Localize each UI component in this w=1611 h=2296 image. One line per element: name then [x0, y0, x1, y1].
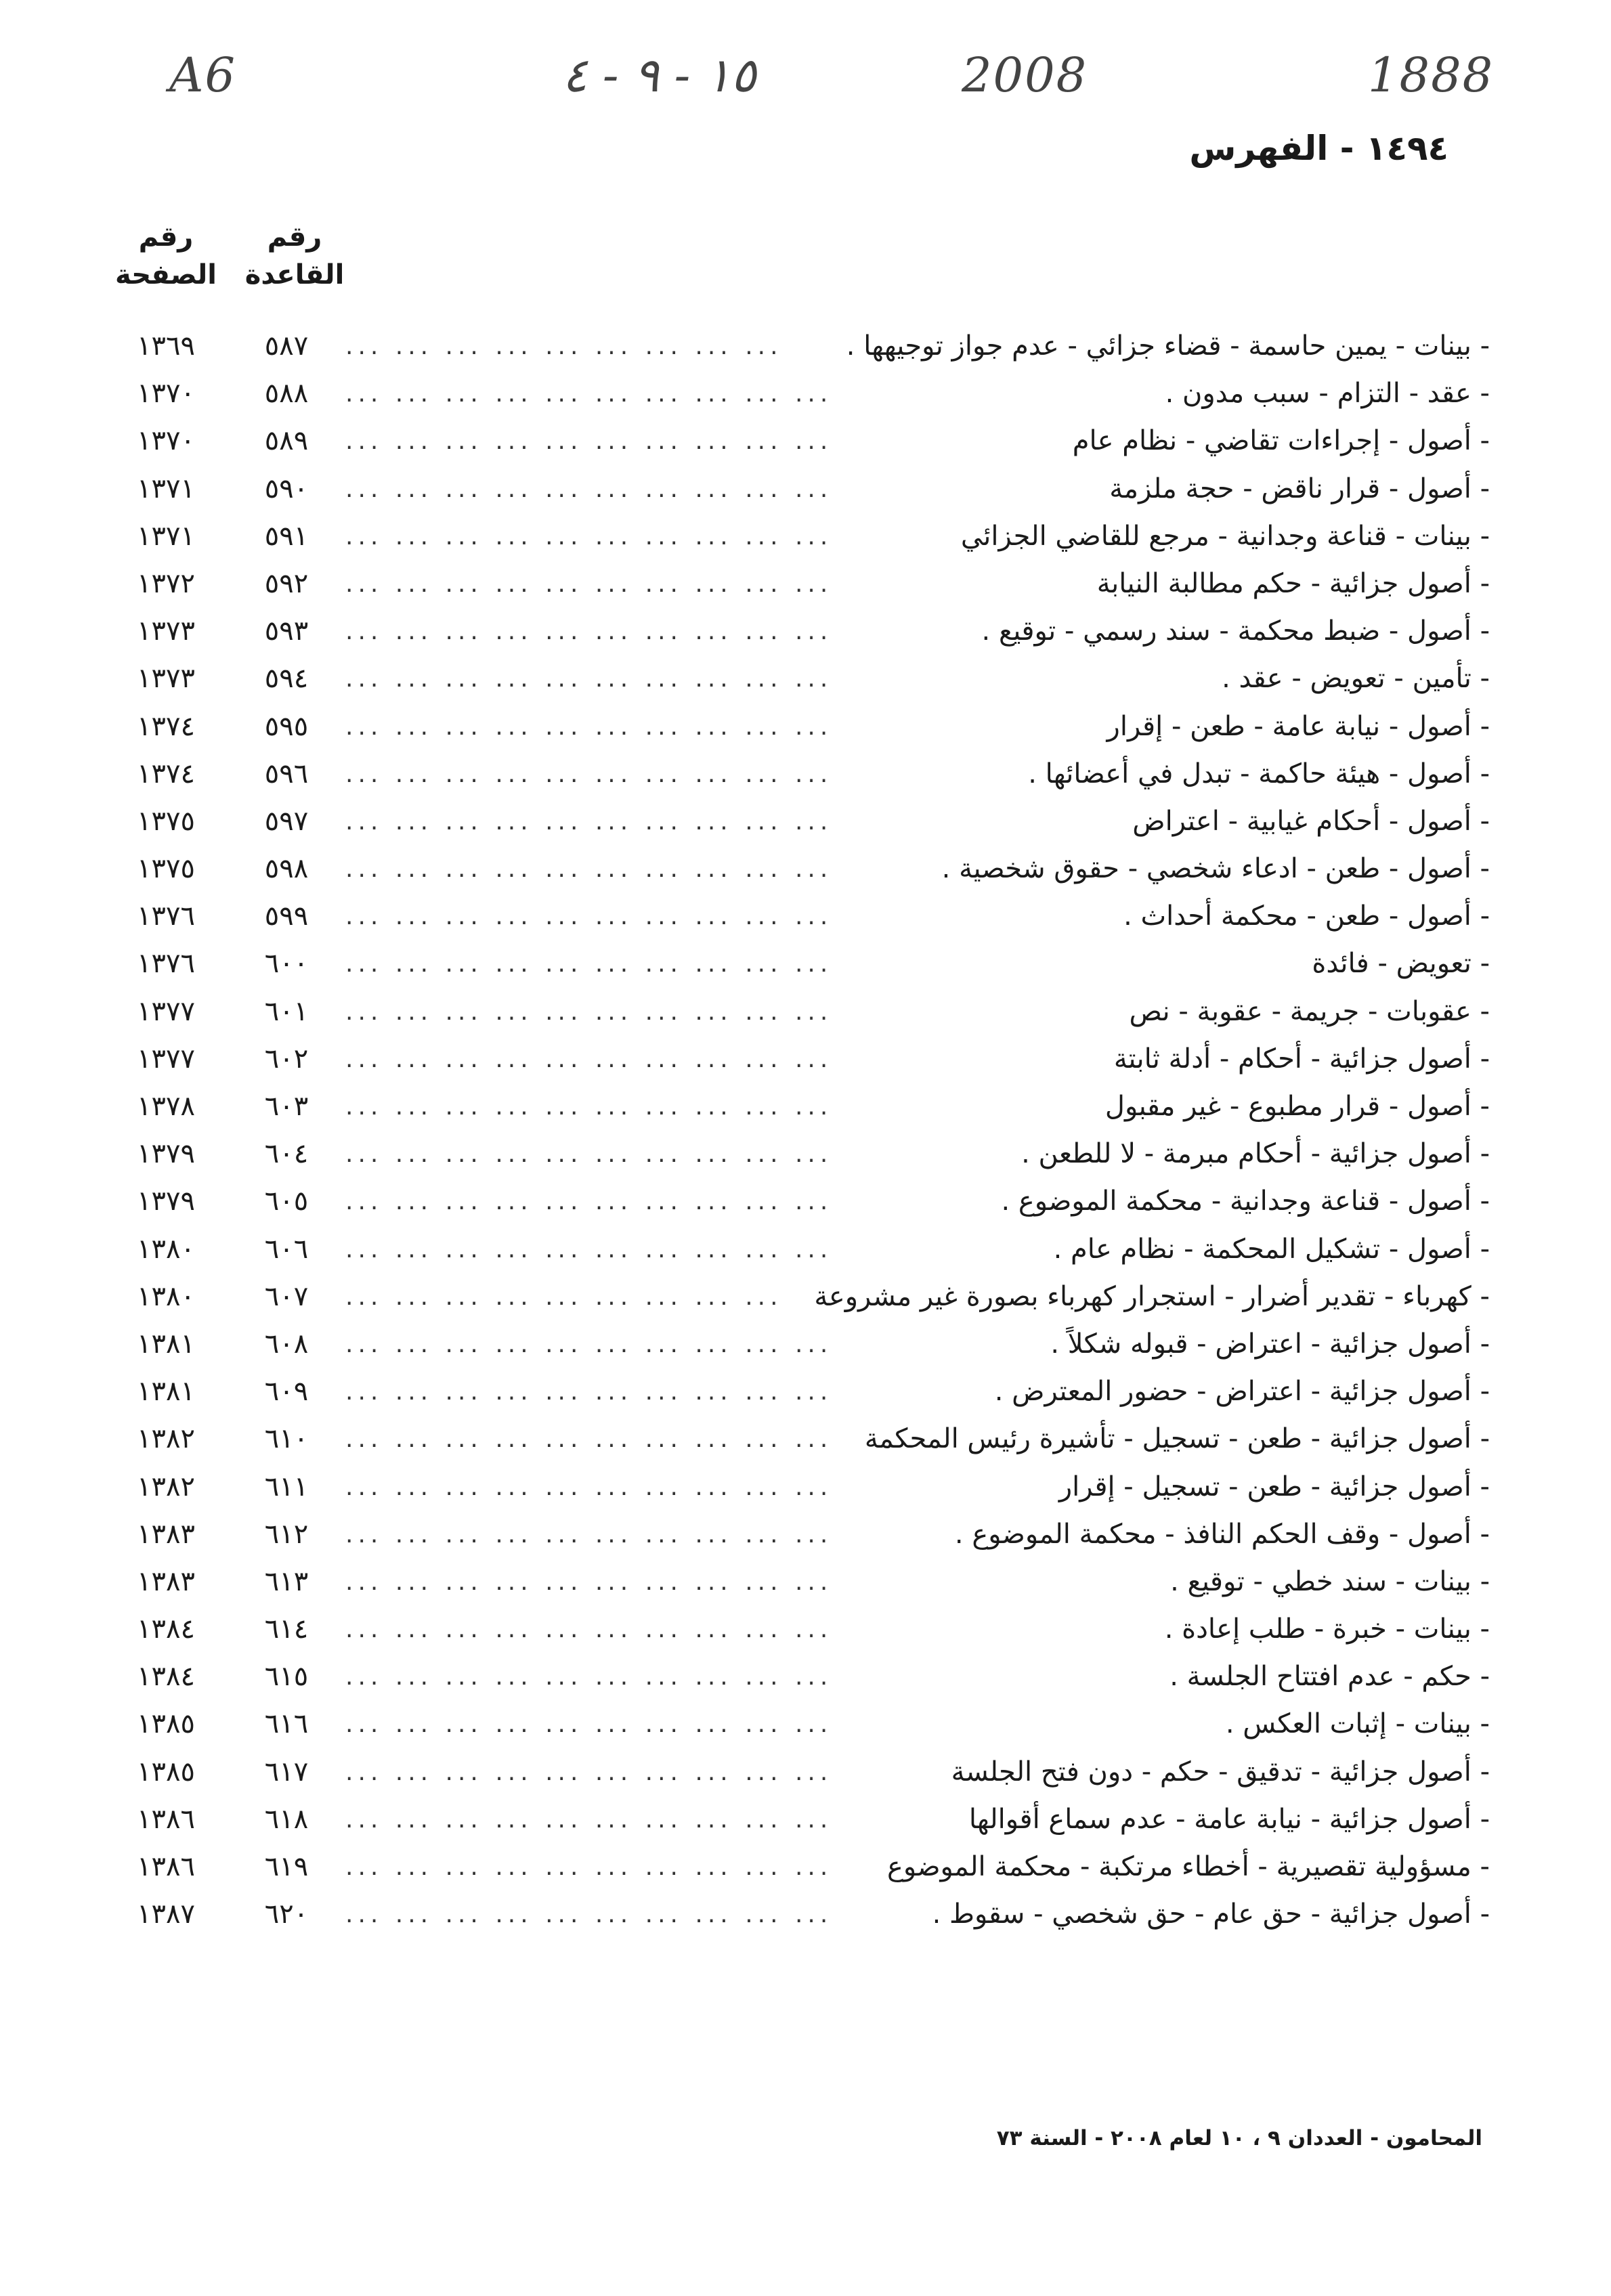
page-number: ١٣٨٣: [137, 1518, 195, 1550]
page-number: ١٣٨١: [137, 1328, 195, 1360]
page-number: ١٣٧٠: [137, 425, 195, 457]
dot-leader: ... ... ... ... ... ... ... ... ... ...: [345, 1616, 833, 1644]
entry-topic: - أصول جزائية - أحكام مبرمة - لا للطعن .: [1021, 1138, 1490, 1170]
rule-number: ٦٠٧: [264, 1280, 309, 1312]
index-entry: [102, 514, 1490, 561]
rule-number: ٦١٣: [264, 1565, 309, 1597]
index-entry: [102, 1369, 1490, 1416]
entry-topic: - تأمين - تعويض - عقد .: [1222, 663, 1490, 695]
index-entry: [102, 846, 1490, 894]
rule-number: ٦١٢: [264, 1518, 309, 1550]
entry-topic: - عقد - التزام - سبب مدون .: [1165, 378, 1490, 410]
rule-number: ٦٠٥: [264, 1186, 309, 1217]
dot-leader: ... ... ... ... ... ... ... ... ... ...: [345, 760, 833, 788]
rule-number: ٥٩٩: [264, 901, 309, 932]
rule-number: ٦١٧: [264, 1756, 309, 1788]
dot-leader: ... ... ... ... ... ... ... ... ... ...: [345, 1330, 833, 1358]
page-number: ١٣٦٩: [137, 330, 195, 362]
dot-leader: ... ... ... ... ... ... ... ... ...: [345, 332, 783, 360]
rule-number: ٥٨٨: [264, 378, 309, 410]
dot-leader: ... ... ... ... ... ... ... ... ... ...: [345, 569, 833, 598]
entry-topic: - أصول - ضبط محكمة - سند رسمي - توقيع .: [981, 615, 1490, 647]
index-entry: [102, 1892, 1490, 1939]
index-entry: [102, 1750, 1490, 1797]
page-number: ١٣٧٦: [137, 901, 195, 932]
page-number: ١٣٧٥: [137, 853, 195, 885]
entry-topic: - أصول - أحكام غيابية - اعتراض: [1132, 805, 1490, 837]
entry-topic: - بينات - قناعة وجدانية - مرجع للقاضي الجزائي: [960, 520, 1490, 552]
rule-number: ٥٩٧: [264, 805, 309, 837]
rule-number: ٦٠٣: [264, 1091, 309, 1122]
handwritten-date: ١٥ - ٩ - ٤: [562, 47, 756, 103]
page-number: ١٣٧٧: [137, 1043, 195, 1075]
page-number: ١٣٨٧: [137, 1899, 195, 1930]
index-entry: [102, 418, 1490, 466]
entry-topic: - بينات - خبرة - طلب إعادة .: [1164, 1613, 1490, 1645]
page-number: ١٣٧٤: [137, 710, 195, 742]
dot-leader: ... ... ... ... ... ... ... ... ... ...: [345, 1758, 833, 1786]
entry-topic: - أصول - وقف الحكم النافذ - محكمة الموضوع .: [954, 1518, 1490, 1550]
index-entry: [102, 609, 1490, 656]
entry-topic: - عقوبات - جريمة - عقوبة - نص: [1129, 995, 1490, 1027]
dot-leader: ... ... ... ... ... ... ... ... ... ...: [345, 522, 833, 550]
entry-topic: - أصول - نيابة عامة - طعن - إقرار: [1107, 710, 1490, 742]
rule-number: ٦٠٢: [264, 1043, 309, 1075]
rule-number: ٦٠١: [264, 995, 309, 1027]
rule-number: ٦٠٤: [264, 1138, 309, 1170]
index-entry: [102, 989, 1490, 1037]
rule-number: ٥٩١: [264, 520, 309, 552]
index-entry: [102, 467, 1490, 514]
page-number: ١٣٨٦: [137, 1851, 195, 1882]
entry-topic: - أصول جزائية - تدقيق - حكم - دون فتح الجلسة: [951, 1756, 1490, 1788]
entry-topic: - أصول - تشكيل المحكمة - نظام عام .: [1053, 1233, 1490, 1265]
page-number: ١٣٧٨: [137, 1091, 195, 1122]
entry-topic: - أصول جزائية - نيابة عامة - عدم سماع أقوالها: [968, 1803, 1490, 1835]
entry-topic: - أصول - قناعة وجدانية - محكمة الموضوع .: [1001, 1186, 1490, 1217]
index-entry: [102, 1654, 1490, 1702]
entry-topic: - تعويض - فائدة: [1312, 948, 1490, 980]
rule-number: ٥٩٢: [264, 567, 309, 599]
dot-leader: ... ... ... ... ... ... ... ... ... ...: [345, 950, 833, 978]
entry-topic: - أصول جزائية - طعن - تسجيل - إقرار: [1058, 1471, 1490, 1502]
page-number: ١٣٧٣: [137, 663, 195, 695]
dot-leader: ... ... ... ... ... ... ... ... ... ...: [345, 1901, 833, 1929]
dot-leader: ... ... ... ... ... ... ... ... ... ...: [345, 1093, 833, 1121]
rule-number: ٥٩٤: [264, 663, 309, 695]
index-entry: [102, 1465, 1490, 1512]
page-number: ١٣٨٤: [137, 1661, 195, 1693]
dot-leader: ... ... ... ... ... ... ... ... ... ...: [345, 1473, 833, 1501]
rule-number: ٥٨٩: [264, 425, 309, 457]
handwritten-year: 2008: [962, 47, 1088, 103]
page-number: ١٣٧٩: [137, 1138, 195, 1170]
page-number: ١٣٨٠: [137, 1280, 195, 1312]
index-entry: [102, 752, 1490, 799]
dot-leader: ... ... ... ... ... ... ... ... ... ...: [345, 1378, 833, 1406]
page-number: ١٣٨٦: [137, 1803, 195, 1835]
page-number: ١٣٧٧: [137, 995, 195, 1027]
index-entry: [102, 799, 1490, 846]
index-entry: [102, 1844, 1490, 1892]
page-number: ١٣٧١: [137, 473, 195, 504]
index-entry: [102, 941, 1490, 989]
page-number: ١٣٧٦: [137, 948, 195, 980]
page-number: ١٣٨٥: [137, 1708, 195, 1740]
rule-number: ٥٩٣: [264, 615, 309, 647]
page-number: ١٣٧٣: [137, 615, 195, 647]
dot-leader: ... ... ... ... ... ... ... ... ... ...: [345, 1188, 833, 1216]
page-number: ١٣٨٥: [137, 1756, 195, 1788]
rule-number: ٦١٨: [264, 1803, 309, 1835]
page-header: ١٤٩٤ - الفهرس: [1189, 129, 1448, 168]
rule-number: ٥٨٧: [264, 330, 309, 362]
index-entry: [102, 371, 1490, 418]
rule-number: ٥٩٥: [264, 710, 309, 742]
page-footer: المحامون - العددان ٩ ، ١٠ لعام ٢٠٠٨ - السنة ٧٣: [996, 2126, 1482, 2150]
dot-leader: ... ... ... ... ... ... ... ... ... ...: [345, 903, 833, 931]
dot-leader: ... ... ... ... ... ... ... ... ... ...: [345, 380, 833, 408]
page-number-column-header: رقم الصفحة: [114, 221, 217, 290]
entry-topic: - بينات - سند خطي - توقيع .: [1170, 1565, 1490, 1597]
index-entry: [102, 1559, 1490, 1607]
index-entry: [102, 1416, 1490, 1464]
index-entry: [102, 561, 1490, 609]
rule-number: ٦١١: [264, 1471, 309, 1502]
rule-number: ٥٩٦: [264, 758, 309, 789]
dot-leader: ... ... ... ... ... ... ... ... ... ...: [345, 1663, 833, 1691]
page-number: ١٣٨٤: [137, 1613, 195, 1645]
index-entry: [102, 1227, 1490, 1274]
entry-topic: - أصول جزائية - حق عام - حق شخصي - سقوط .: [932, 1899, 1490, 1930]
dot-leader: ... ... ... ... ... ... ... ... ... ...: [345, 712, 833, 741]
index-entry: [102, 1797, 1490, 1844]
entry-topic: - مسؤولية تقصيرية - أخطاء مرتكبة - محكمة الموضوع: [887, 1851, 1490, 1882]
rule-number: ٦٠٩: [264, 1376, 309, 1408]
entry-topic: - أصول - إجراءات تقاضي - نظام عام: [1072, 425, 1490, 457]
entry-topic: - أصول - قرار مطبوع - غير مقبول: [1104, 1091, 1490, 1122]
page-number: ١٣٧٠: [137, 378, 195, 410]
index-entry: [102, 1702, 1490, 1749]
rule-number: ٥٩٨: [264, 853, 309, 885]
dot-leader: ... ... ... ... ... ... ... ... ...: [345, 1282, 783, 1311]
entry-topic: - أصول جزائية - طعن - تسجيل - تأشيرة رئيس المحكمة: [864, 1423, 1490, 1455]
dot-leader: ... ... ... ... ... ... ... ... ... ...: [345, 1805, 833, 1834]
dot-leader: ... ... ... ... ... ... ... ... ... ...: [345, 1140, 833, 1169]
rule-number: ٥٩٠: [264, 473, 309, 504]
dot-leader: ... ... ... ... ... ... ... ... ... ...: [345, 997, 833, 1026]
entry-topic: - بينات - يمين حاسمة - قضاء جزائي - عدم جواز توجيهها .: [846, 330, 1490, 362]
page-number: ١٣٨٢: [137, 1423, 195, 1455]
handwritten-note-left: A6: [169, 47, 237, 103]
page-number: ١٣٨٣: [137, 1565, 195, 1597]
dot-leader: ... ... ... ... ... ... ... ... ... ...: [345, 665, 833, 693]
page-number: ١٣٧٥: [137, 805, 195, 837]
dot-leader: ... ... ... ... ... ... ... ... ... ...: [345, 475, 833, 503]
dot-leader: ... ... ... ... ... ... ... ... ... ...: [345, 1045, 833, 1073]
page-number: ١٣٧١: [137, 520, 195, 552]
page-number: ١٣٧٤: [137, 758, 195, 789]
entry-topic: - أصول - طعن - ادعاء شخصي - حقوق شخصية .: [941, 853, 1490, 885]
entry-topic: - حكم - عدم افتتاح الجلسة .: [1169, 1661, 1490, 1693]
index-entry: [102, 324, 1490, 371]
dot-leader: ... ... ... ... ... ... ... ... ... ...: [345, 618, 833, 646]
dot-leader: ... ... ... ... ... ... ... ... ... ...: [345, 1235, 833, 1263]
dot-leader: ... ... ... ... ... ... ... ... ... ...: [345, 427, 833, 456]
dot-leader: ... ... ... ... ... ... ... ... ... ...: [345, 1520, 833, 1548]
handwritten-note-right: 1888: [1368, 47, 1495, 103]
rule-number: ٦١٠: [264, 1423, 309, 1455]
index-entry: [102, 1037, 1490, 1084]
rule-number-column-header: رقم القاعدة: [244, 221, 345, 290]
index-entry: [102, 704, 1490, 752]
page-number: ١٣٨١: [137, 1376, 195, 1408]
entry-topic: - أصول - طعن - محكمة أحداث .: [1123, 901, 1490, 932]
index-entry: [102, 1131, 1490, 1179]
rule-number: ٦٠٠: [264, 948, 309, 980]
rule-number: ٦١٤: [264, 1613, 309, 1645]
index-entry: [102, 1607, 1490, 1654]
rule-number: ٦١٩: [264, 1851, 309, 1882]
index-entry: [102, 1274, 1490, 1322]
page-number: ١٣٧٢: [137, 567, 195, 599]
rule-number: ٦١٦: [264, 1708, 309, 1740]
entry-topic: - أصول جزائية - اعتراض - قبوله شكلاً .: [1050, 1328, 1490, 1360]
entry-topic: - أصول جزائية - أحكام - أدلة ثابتة: [1113, 1043, 1490, 1075]
dot-leader: ... ... ... ... ... ... ... ... ... ...: [345, 1853, 833, 1881]
index-entry: [102, 656, 1490, 703]
dot-leader: ... ... ... ... ... ... ... ... ... ...: [345, 1710, 833, 1739]
entry-topic: - أصول - قرار ناقض - حجة ملزمة: [1109, 473, 1490, 504]
index-entry: [102, 1084, 1490, 1131]
entry-topic: - أصول جزائية - اعتراض - حضور المعترض .: [994, 1376, 1490, 1408]
rule-number: ٦٠٦: [264, 1233, 309, 1265]
entry-topic: - كهرباء - تقدير أضرار - استجرار كهرباء بصورة غير مشروعة: [814, 1280, 1490, 1312]
rule-number: ٦٢٠: [264, 1899, 309, 1930]
index-list: [102, 324, 1490, 1939]
page-number: ١٣٨٢: [137, 1471, 195, 1502]
dot-leader: ... ... ... ... ... ... ... ... ... ...: [345, 1425, 833, 1454]
page-number: ١٣٨٠: [137, 1233, 195, 1265]
rule-number: ٦٠٨: [264, 1328, 309, 1360]
entry-topic: - أصول - هيئة حاكمة - تبدل في أعضائها .: [1028, 758, 1490, 789]
index-entry: [102, 1179, 1490, 1226]
entry-topic: - أصول جزائية - حكم مطالبة النيابة: [1096, 567, 1490, 599]
dot-leader: ... ... ... ... ... ... ... ... ... ...: [345, 855, 833, 884]
entry-topic: - بينات - إثبات العكس .: [1225, 1708, 1490, 1740]
page-number: ١٣٧٩: [137, 1186, 195, 1217]
dot-leader: ... ... ... ... ... ... ... ... ... ...: [345, 807, 833, 836]
index-entry: [102, 894, 1490, 941]
index-entry: [102, 1512, 1490, 1559]
rule-number: ٦١٥: [264, 1661, 309, 1693]
dot-leader: ... ... ... ... ... ... ... ... ... ...: [345, 1567, 833, 1596]
index-entry: [102, 1322, 1490, 1369]
